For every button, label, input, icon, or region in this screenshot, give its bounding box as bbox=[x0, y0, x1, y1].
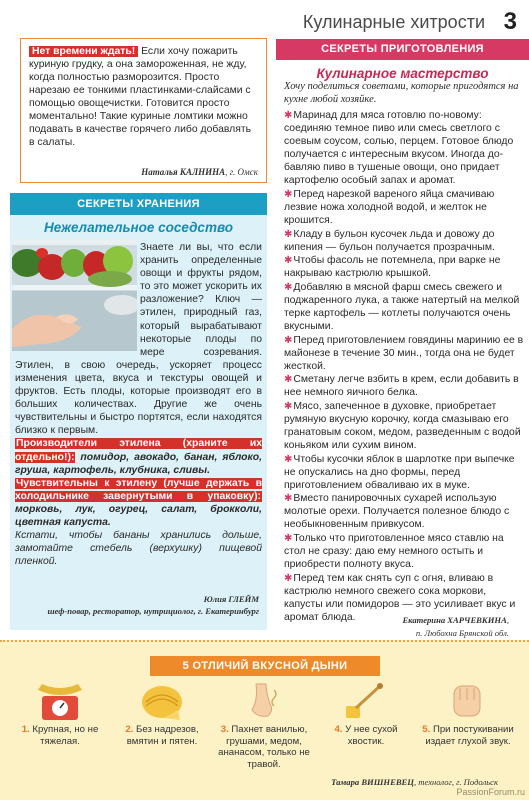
storage-title: Нежелательное соседство bbox=[43, 220, 234, 235]
mastery-signature-place: п. Любохна Брянской обл. bbox=[415, 628, 509, 638]
storage-closing: Кстати, чтобы бананы хранились дольше, замотайте стебель (верхушку) пищевой пленкой. bbox=[15, 530, 262, 568]
flower-bullet-icon: ✱ bbox=[284, 572, 293, 584]
storage-signature-role: шеф-повар, ресторатор, нутрициолог, г. Екатеринбург bbox=[47, 606, 259, 616]
page-number: 3 bbox=[503, 8, 517, 35]
list-item: ✱Только что приготовленное мясо ставлю на стол не сразу: даю ему немного остыть и приобрести полноту вкуса. bbox=[284, 532, 504, 571]
tip-signature bbox=[141, 167, 258, 177]
mastery-list bbox=[284, 109, 524, 624]
storage-signature bbox=[47, 593, 259, 617]
melon-ribbon: 5 ОТЛИЧИЙ ВКУСНОЙ ДЫНИ bbox=[150, 656, 380, 676]
flower-bullet-icon: ✱ bbox=[284, 334, 293, 346]
flower-bullet-icon: ✱ bbox=[284, 493, 293, 505]
page-header bbox=[0, 0, 529, 40]
nose-icon bbox=[236, 680, 291, 722]
storage-ribbon: СЕКРЕТЫ ХРАНЕНИЯ bbox=[10, 193, 267, 215]
sensitive-label: Чувствительны к этилену (лучше держать в холодильнике завернутыми в упаковку): bbox=[15, 477, 262, 502]
storage-body bbox=[15, 241, 262, 568]
list-item: ✱Чтобы фасоль не потемнела, при варке не накрываю кастрюлю крышкой. bbox=[284, 255, 501, 280]
producers-label: Производители этилена (храните их отдельно!): bbox=[15, 438, 262, 463]
flower-bullet-icon: ✱ bbox=[284, 255, 293, 267]
watermark: PassionForum.ru bbox=[456, 787, 525, 797]
scale-icon bbox=[32, 680, 87, 722]
storage-intro: Знаете ли вы, что если хранить определенные овощи и фрукты рядом, то это может ускорить их разложение? Ключ — этилен, природный газ, который вырабатывают некоторые плоды по мере созревания. Этилен, в свою очередь, ускоряет процесс изменения цвета, вкуса и текстуры овощей и фруктов. Есть плоды, которые производят его в больших количествах. Другие же очень чувствительны и быстро портятся, если находятся близко к первым. bbox=[15, 242, 262, 437]
list-item: ✱Вместо панировочных сухарей использую молотые орехи. Получается полезное блюдо с необыкновенным привкусом. bbox=[284, 493, 510, 531]
list-item: ✱Сметану легче взбить в крем, если добавить в нее немного яичного белка. bbox=[284, 374, 519, 399]
stem-icon bbox=[338, 680, 393, 722]
flower-bullet-icon: ✱ bbox=[284, 400, 293, 412]
tip-signature-name: Наталья КАЛНИНА bbox=[141, 167, 226, 177]
list-item: ✱Кладу в бульон кусочек льда и довожу до кипения — бульон получается прозрачным. bbox=[284, 228, 495, 253]
melon-slice-icon bbox=[134, 680, 189, 722]
producers-list: помидор, авокадо, банан, яблоко, груша, картофель, клубника, сливы. bbox=[15, 451, 262, 476]
section-title: Кулинарные хитрости bbox=[302, 12, 485, 32]
list-item: ✱Добавляю в мясной фарш смесь свежего и поджаренного лука, а также натертый на мелкой терке картофель — котлеты получаются очень вкусными. bbox=[284, 281, 520, 333]
list-item: ✱Перед приготовлением говядины маринию ее в майонезе в течение 30 мин., тогда она не будет жесткой. bbox=[284, 334, 524, 372]
flower-bullet-icon: ✱ bbox=[284, 281, 293, 293]
sensitive-list: морковь, лук, огурец, салат, брокколи, цветная капуста. bbox=[15, 503, 262, 528]
tip-text bbox=[29, 45, 258, 149]
mastery-title: Кулинарное мастерство bbox=[316, 66, 489, 81]
list-item: ✱Маринад для мяса готовлю по-новому: соединяю темное пиво или смесь светлого с соевым соусом, солью, перцем. Готовое блюдо получается с интересным вкусом. Иногда добавляю пиво в тушеные овощи, оно придает картофелю особый запах и аромат. bbox=[284, 110, 514, 187]
fist-icon bbox=[440, 680, 495, 722]
flower-bullet-icon: ✱ bbox=[284, 532, 293, 544]
mastery-signature: Екатерина ХАРЧЕВКИНА, п. Любохна Брянской обл. bbox=[402, 615, 509, 638]
flower-bullet-icon: ✱ bbox=[284, 374, 293, 386]
mastery-lead: Хочу поделиться советами, которые пригодятся на кухне любой хозяйке. bbox=[284, 81, 519, 105]
melon-signature: Тамара ВИШНЕВЕЦ, технолог, г. Подольск bbox=[331, 777, 498, 787]
list-item: ✱Мясо, запеченное в духовке, приобретает румяную вкусную корочку, когда смазываю его гранатовым соком, медом, разведенным с водой коньяком или сухим вином. bbox=[284, 400, 521, 452]
tip-signature-city: , г. Омск bbox=[225, 167, 258, 177]
tip-body: Если хочу пожарить куриную грудку, а она замороженная, не жду, когда полностью разморозится. Просто нарезаю ее тонкими пластинками-слайсами с помощью овощечистки. Готовится просто моментально! Такие куриные ломтики можно подавать в качестве горячего либо добавлять в салаты. bbox=[29, 46, 251, 148]
mastery-ribbon: СЕКРЕТЫ ПРИГОТОВЛЕНИЯ bbox=[276, 39, 529, 60]
tip-box bbox=[20, 38, 267, 183]
tip-tag: Нет времени ждать! bbox=[29, 46, 138, 57]
list-item: ✱Перед тем как снять суп с огня, вливаю в кастрюлю немного свежего сока моркови, капусты или помидоров — это усиливает вкус и аромат блюда. bbox=[284, 572, 516, 623]
list-item: ✱Перед нарезкой вареного яйца смачиваю лезвие ножа холодной водой, и желток не крошится. bbox=[284, 188, 495, 227]
storage-signature-name: Юлия ГЛЕЙМ bbox=[203, 594, 259, 604]
storage-section bbox=[10, 193, 267, 630]
flower-bullet-icon: ✱ bbox=[284, 228, 293, 240]
flower-bullet-icon: ✱ bbox=[284, 453, 293, 465]
melon-section: 5 ОТЛИЧИЙ ВКУСНОЙ ДЫНИ 1. Крупная, но не тяжелая. 2. Без надрезов, вмятин и пятен. 3. Пахнет ванилью, грушами, медом, ананасом, только не травой. 4. У нее сухой хвостик. 5. При постукивании издает глухой звук. Тамара ВИШНЕВЕЦ, технолог, г. Подольск PassionForum.ru bbox=[0, 640, 529, 800]
flower-bullet-icon: ✱ bbox=[284, 110, 293, 121]
mastery-signature-name: Екатерина ХАРЧЕВКИНА bbox=[402, 615, 507, 625]
flower-bullet-icon: ✱ bbox=[284, 188, 293, 200]
list-item: ✱Чтобы кусочки яблок в шарлотке при выпечке не опускались на дно формы, перед приготовлением обваливаю их в муке. bbox=[284, 453, 515, 491]
